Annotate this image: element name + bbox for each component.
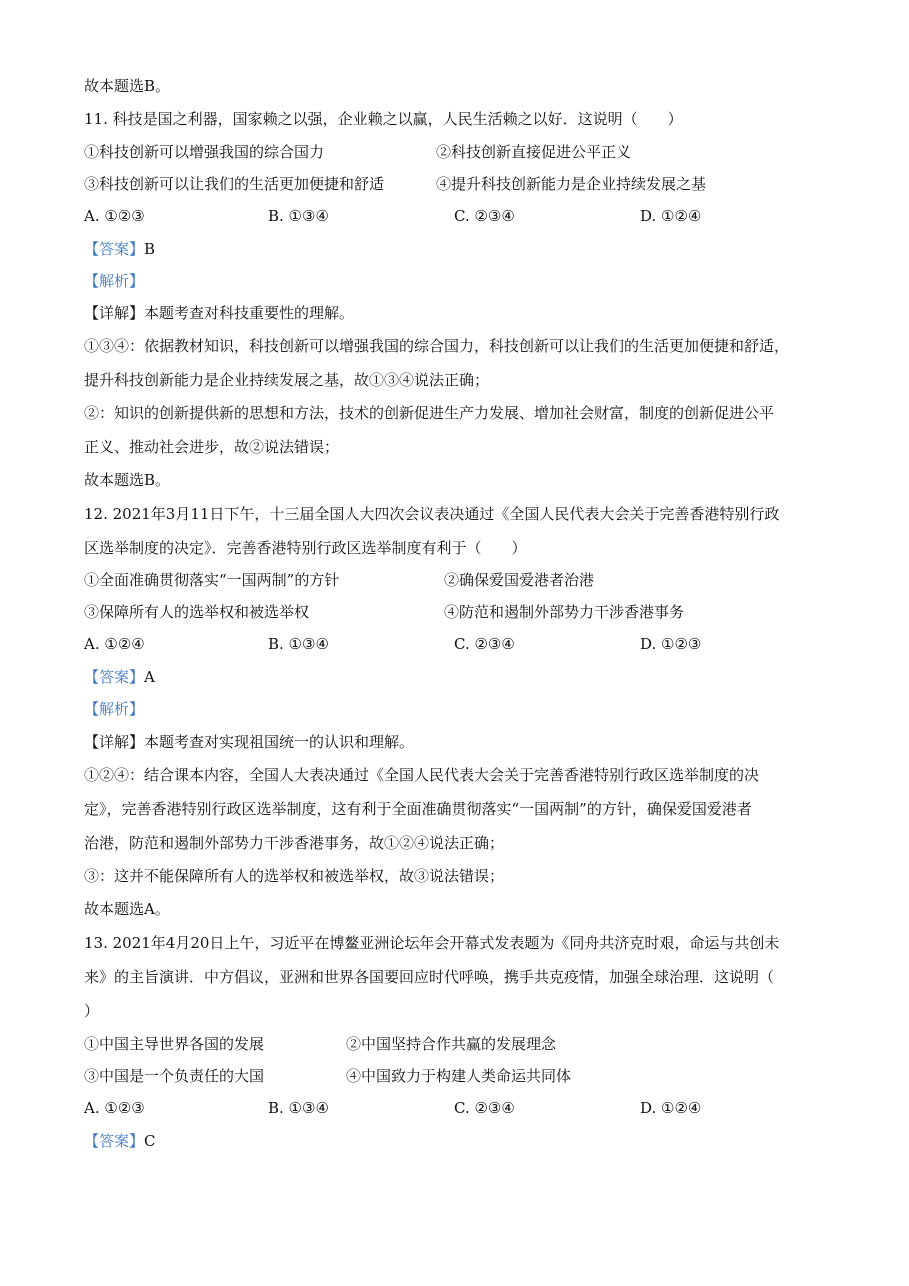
q13-choice-d: D. ①②④ (640, 1099, 702, 1117)
q11-option-3: ③科技创新可以让我们的生活更加便捷和舒适 (84, 175, 385, 193)
q11-detail-1a: ①③④：依据教材知识，科技创新可以增强我国的综合国力，科技创新可以让我们的生活更加便捷和舒适， (84, 337, 790, 355)
q12-choice-a: A. ①②④ (84, 635, 145, 653)
q12-detail-1c: 治港，防范和遏制外部势力干涉香港事务，故①②④说法正确； (84, 834, 505, 852)
q12-answer (84, 667, 155, 687)
q13-choice-a: A. ①②③ (84, 1099, 145, 1117)
q12-option-1: ①全面准确贯彻落实“一国两制”的方针 (84, 571, 340, 589)
q11-detail-title: 【详解】本题考查对科技重要性的理解。 (84, 304, 355, 322)
answer-tag: 【答案】 (84, 240, 145, 258)
answer-tag: 【答案】 (84, 668, 145, 686)
question-13-stem-2: 来》的主旨演讲．中方倡议，亚洲和世界各国要回应时代呼唤，携手共克疫情，加强全球治理．这说明（ (84, 968, 775, 986)
answer-tag: 【答案】 (84, 1132, 145, 1150)
answer-value: C (144, 1132, 156, 1150)
q11-choice-a: A. ①②③ (84, 207, 145, 225)
question-13-stem-1: 13. 2021年4月20日上午，习近平在博鳌亚洲论坛年会开幕式发表题为《同舟共济克时艰，命运与共创未 (84, 934, 780, 952)
q11-analysis-tag: 【解析】 (84, 272, 145, 290)
q11-detail-2b: 正义、推动社会进步，故②说法错误； (84, 438, 340, 456)
q12-option-4: ④防范和遏制外部势力干涉香港事务 (444, 603, 685, 621)
q12-choice-b: B. ①③④ (268, 635, 329, 653)
conclusion-line: 故本题选B。 (84, 77, 171, 95)
q11-choice-c: C. ②③④ (454, 207, 515, 225)
q12-detail-title: 【详解】本题考查对实现祖国统一的认识和理解。 (84, 733, 415, 751)
q11-option-2: ②科技创新直接促进公平正义 (436, 143, 632, 161)
q12-option-3: ③保障所有人的选举权和被选举权 (84, 603, 310, 621)
q13-choice-b: B. ①③④ (268, 1099, 329, 1117)
question-12-stem-1: 12. 2021年3月11日下午，十三届全国人大四次会议表决通过《全国人民代表大会关于完善香港特别行政 (84, 505, 780, 523)
q11-choice-b: B. ①③④ (268, 207, 329, 225)
q13-option-1: ①中国主导世界各国的发展 (84, 1035, 265, 1053)
q12-detail-1b: 定》，完善香港特别行政区选举制度，这有利于全面准确贯彻落实“一国两制”的方针，确保爱国爱港者 (84, 800, 752, 818)
q12-choice-c: C. ②③④ (454, 635, 515, 653)
q11-conclusion: 故本题选B。 (84, 471, 171, 489)
q13-option-2: ②中国坚持合作共赢的发展理念 (346, 1035, 557, 1053)
q12-conclusion: 故本题选A。 (84, 900, 170, 918)
q11-choice-d: D. ①②④ (640, 207, 702, 225)
q12-detail-2: ③：这并不能保障所有人的选举权和被选举权，故③说法错误； (84, 867, 505, 885)
q12-detail-1a: ①②④：结合课本内容，全国人大表决通过《全国人民代表大会关于完善香港特别行政区选举制度的决 (84, 766, 760, 784)
q13-option-4: ④中国致力于构建人类命运共同体 (346, 1067, 572, 1085)
q13-choice-c: C. ②③④ (454, 1099, 515, 1117)
q13-option-3: ③中国是一个负责任的大国 (84, 1067, 265, 1085)
question-13-stem-3: ） (84, 1002, 100, 1020)
answer-value: A (144, 668, 155, 686)
q11-option-1: ①科技创新可以增强我国的综合国力 (84, 143, 325, 161)
q12-option-2: ②确保爱国爱港者治港 (444, 571, 595, 589)
q13-answer (84, 1131, 156, 1151)
question-12-stem-2: 区选举制度的决定》．完善香港特别行政区选举制度有利于（ ） (84, 539, 527, 557)
q12-choice-d: D. ①②③ (640, 635, 702, 653)
question-11-stem: 11. 科技是国之利器，国家赖之以强，企业赖之以赢，人民生活赖之以好．这说明（ ） (84, 110, 683, 128)
q11-detail-1b: 提升科技创新能力是企业持续发展之基，故①③④说法正确； (84, 371, 490, 389)
q11-answer (84, 239, 155, 259)
q11-detail-2a: ②：知识的创新提供新的思想和方法，技术的创新促进生产力发展、增加社会财富，制度的创新促进公平 (84, 404, 775, 422)
q11-option-4: ④提升科技创新能力是企业持续发展之基 (436, 175, 707, 193)
q12-analysis-tag: 【解析】 (84, 700, 145, 718)
answer-value: B (144, 240, 156, 258)
